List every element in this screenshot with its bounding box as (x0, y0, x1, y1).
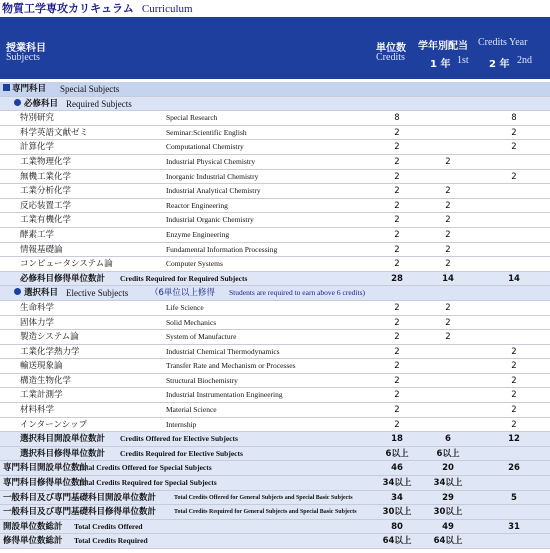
elective-note-jp: （6単位以上修得 (150, 288, 215, 299)
credits-cell: 2 (394, 405, 400, 416)
year1-cell: 2 (445, 332, 451, 343)
subject-name-en: Reactor Engineering (166, 200, 228, 210)
table-row (0, 403, 550, 418)
credits-cell: 2 (394, 317, 400, 328)
subject-name-en: Seminar:Scientific English (166, 127, 247, 137)
year1-cell: 2 (445, 156, 451, 167)
credits-cell: 2 (394, 200, 400, 211)
subject-name-jp: 構造生物化学 (20, 375, 72, 386)
year2-cell: 2 (511, 346, 517, 357)
subject-name-en: Total Credits Offered for General Subjects and Special Basic Subjects (174, 494, 353, 501)
subject-name-en: Enzyme Engineering (166, 229, 230, 239)
credits-cell: 2 (394, 419, 400, 430)
credits-cell: 18 (391, 434, 403, 445)
table-row (0, 155, 550, 170)
subject-name-jp: 固体力学 (20, 317, 55, 328)
subject-name-jp: 一般科目及び専門基礎科目修得単位数計 (3, 507, 157, 518)
subject-name-jp: 専門科目開設単位数計 (3, 463, 89, 474)
elective-subjects-jp: 選択科目 (14, 286, 58, 300)
credits-cell: 34以上 (382, 478, 412, 489)
table-row (0, 301, 550, 316)
credits-cell: 2 (394, 142, 400, 153)
header-by-year-en: Credits Year (478, 37, 528, 48)
special-subjects-section (0, 82, 550, 97)
year2-cell: 2 (511, 390, 517, 401)
table-row (0, 243, 550, 258)
subject-name-en: Total Credits Required for General Subjects and Special Basic Subjects (174, 509, 357, 516)
grand-totals (0, 461, 550, 549)
year2-cell: 2 (511, 419, 517, 430)
elective-totals (0, 432, 550, 461)
credits-cell: 2 (394, 156, 400, 167)
table-row (0, 374, 550, 389)
year1-cell: 6 (445, 434, 451, 445)
circle-bullet-icon (14, 288, 21, 295)
year1-cell: 20 (442, 463, 454, 474)
credits-cell: 2 (394, 244, 400, 255)
header-year1-jp: 1 年 (430, 59, 451, 70)
required-subjects-list (0, 111, 550, 272)
special-subjects-en: Special Subjects (60, 84, 120, 94)
subject-name-jp: 酵素工学 (20, 229, 55, 240)
subject-name-en: Credits Required for Elective Subjects (120, 448, 243, 458)
subject-name-jp: 開設単位数総計 (3, 521, 63, 532)
elective-subjects-en: Elective Subjects (66, 288, 129, 299)
header-year1-en: 1st (457, 55, 469, 66)
table-row (0, 345, 550, 360)
table-row (0, 257, 550, 272)
year2-cell: 2 (511, 127, 517, 138)
credits-cell: 46 (391, 463, 403, 474)
subject-name-en: Industrial Physical Chemistry (166, 156, 256, 166)
subject-name-en: Computer Systems (166, 259, 223, 269)
year1-cell: 2 (445, 244, 451, 255)
subject-name-jp: インターンシップ (20, 419, 88, 430)
year1-cell: 2 (445, 317, 451, 328)
credits-cell: 2 (394, 259, 400, 270)
subject-name-jp: 専門科目修得単位数計 (3, 478, 89, 489)
required-total-year2: 14 (508, 273, 520, 284)
year1-cell: 2 (445, 229, 451, 240)
subject-name-en: Special Research (166, 113, 218, 123)
credits-cell: 80 (391, 521, 403, 532)
table-row (0, 111, 550, 126)
credits-cell: 2 (394, 215, 400, 226)
required-subjects-section (0, 97, 550, 112)
credits-cell: 2 (394, 332, 400, 343)
special-subjects-jp: 専門科目 (3, 82, 46, 96)
subject-name-en: Transfer Rate and Mechanism or Processes (166, 361, 296, 371)
subject-name-en: Computational Chemistry (166, 142, 244, 152)
year1-cell: 6以上 (436, 448, 460, 459)
subject-name-jp: 修得単位数総計 (3, 536, 63, 547)
page-title (0, 0, 550, 17)
elective-subjects-section (0, 286, 550, 301)
circle-bullet-icon (14, 99, 21, 106)
credits-cell: 2 (394, 390, 400, 401)
total-row (0, 461, 550, 476)
credits-cell: 2 (394, 302, 400, 313)
table-row (0, 126, 550, 141)
year2-cell: 2 (511, 361, 517, 372)
subject-name-en: Industrial Analytical Chemistry (166, 186, 261, 196)
header-subject-jp: 授業科目 (6, 43, 46, 54)
credits-cell: 2 (394, 229, 400, 240)
table-row (0, 170, 550, 185)
subtotal-row (0, 447, 550, 462)
credits-cell: 30以上 (382, 507, 412, 518)
header-year2-jp: 2 年 (489, 59, 510, 70)
required-subjects-jp: 必修科目 (14, 97, 58, 111)
square-bullet-icon (3, 84, 10, 91)
subject-name-jp: 工業計測学 (20, 390, 63, 401)
subject-name-jp: 選択科目開設単位数計 (20, 434, 106, 445)
page-title-en: Curriculum (141, 3, 193, 15)
subject-name-en: System of Manufacture (166, 332, 237, 342)
header-credits-jp: 単位数 (376, 43, 406, 54)
subject-name-jp: 工業有機化学 (20, 215, 72, 226)
subject-name-jp: 輸送現象論 (20, 361, 63, 372)
year1-cell: 64以上 (433, 536, 463, 547)
table-header (0, 17, 550, 79)
year1-cell: 2 (445, 259, 451, 270)
subject-name-en: Inorganic Industrial Chemistry (166, 171, 259, 181)
table-row (0, 359, 550, 374)
subject-name-jp: 工業物理化学 (20, 156, 72, 167)
credits-cell: 2 (394, 171, 400, 182)
subject-name-en: Material Science (166, 405, 217, 415)
total-row (0, 534, 550, 549)
subject-name-en: Life Science (166, 302, 204, 312)
subject-name-jp: 計算化学 (20, 142, 55, 153)
credits-cell: 2 (394, 375, 400, 386)
header-year2-en: 2nd (517, 55, 532, 66)
year2-cell: 31 (508, 521, 520, 532)
subject-name-jp: 情報基礎論 (20, 244, 63, 255)
credits-cell: 2 (394, 361, 400, 372)
year2-cell: 2 (511, 375, 517, 386)
elective-subjects-list (0, 301, 550, 432)
year2-cell: 12 (508, 434, 520, 445)
credits-cell: 2 (394, 186, 400, 197)
subject-name-jp: 工業分析化学 (20, 186, 72, 197)
subject-name-en: Credits Offered for Elective Subjects (120, 434, 238, 444)
subject-name-en: Industrial Instrumentation Engineering (166, 390, 283, 400)
subject-name-jp: 生命科学 (20, 302, 55, 313)
header-subject-en: Subjects (6, 52, 40, 63)
page-title-jp: 物質工学専攻カリキュラム (2, 2, 134, 15)
year2-cell: 8 (511, 113, 517, 124)
year2-cell: 26 (508, 463, 520, 474)
subject-name-jp: 製造システム論 (20, 332, 79, 343)
subject-name-en: Industrial Chemical Thermodynamics (166, 346, 280, 356)
required-subjects-en: Required Subjects (66, 98, 132, 109)
year2-cell: 2 (511, 171, 517, 182)
year1-cell: 2 (445, 215, 451, 226)
subject-name-jp: コンピュータシステム論 (20, 259, 113, 270)
total-row (0, 491, 550, 506)
required-total-year1: 14 (442, 273, 454, 284)
year1-cell: 34以上 (433, 478, 463, 489)
elective-note-en: Students are required to earn above 6 credits) (229, 288, 365, 298)
credits-cell: 2 (394, 127, 400, 138)
year1-cell: 49 (442, 521, 454, 532)
table-row (0, 418, 550, 433)
subject-name-en: Total Credits Offered (74, 521, 143, 531)
table-row (0, 228, 550, 243)
required-total-credits: 28 (391, 273, 403, 284)
subject-name-jp: 材料科学 (20, 405, 55, 416)
subject-name-en: Total Credits Required (74, 536, 148, 546)
subject-name-jp: 一般科目及び専門基礎科目開設単位数計 (3, 492, 157, 503)
subject-name-jp: 特別研究 (20, 113, 55, 124)
year1-cell: 2 (445, 186, 451, 197)
year2-cell: 2 (511, 142, 517, 153)
required-total-row (0, 272, 550, 287)
credits-cell: 2 (394, 346, 400, 357)
credits-cell: 64以上 (382, 536, 412, 547)
table-row (0, 316, 550, 331)
required-total-jp: 必修科目修得単位数計 (20, 273, 106, 284)
required-total-en: Credits Required for Required Subjects (120, 273, 248, 283)
credits-cell: 6以上 (385, 448, 409, 459)
total-row (0, 505, 550, 520)
year2-cell: 5 (511, 492, 517, 503)
year1-cell: 30以上 (433, 507, 463, 518)
table-row (0, 213, 550, 228)
subject-name-jp: 科学英語文献ゼミ (20, 127, 89, 138)
header-credits-en: Credits (376, 52, 405, 63)
subject-name-en: Structural Biochemistry (166, 375, 238, 385)
subtotal-row (0, 432, 550, 447)
credits-cell: 8 (394, 113, 400, 124)
subject-name-en: Total Credits Offered for Special Subjects (78, 463, 212, 473)
subject-name-jp: 無機工業化学 (20, 171, 72, 182)
subject-name-jp: 選択科目修得単位数計 (20, 448, 106, 459)
header-by-year-jp: 学年別配当 (418, 41, 468, 52)
table-row (0, 184, 550, 199)
table-row (0, 388, 550, 403)
table-row (0, 199, 550, 214)
total-row (0, 520, 550, 535)
total-row (0, 476, 550, 491)
credits-cell: 34 (391, 492, 403, 503)
year1-cell: 2 (445, 200, 451, 211)
year1-cell: 2 (445, 302, 451, 313)
year2-cell: 2 (511, 405, 517, 416)
subject-name-en: Fundamental Information Processing (166, 244, 278, 254)
subject-name-en: Industrial Organic Chemistry (166, 215, 254, 225)
subject-name-jp: 工業化学熱力学 (20, 346, 80, 357)
subject-name-en: Internship (166, 419, 197, 429)
year1-cell: 29 (442, 492, 454, 503)
subject-name-en: Total Credits Required for Special Subjects (78, 478, 217, 488)
subject-name-jp: 反応装置工学 (20, 200, 72, 211)
subject-name-en: Solid Mechanics (166, 317, 217, 327)
table-row (0, 330, 550, 345)
table-row (0, 140, 550, 155)
